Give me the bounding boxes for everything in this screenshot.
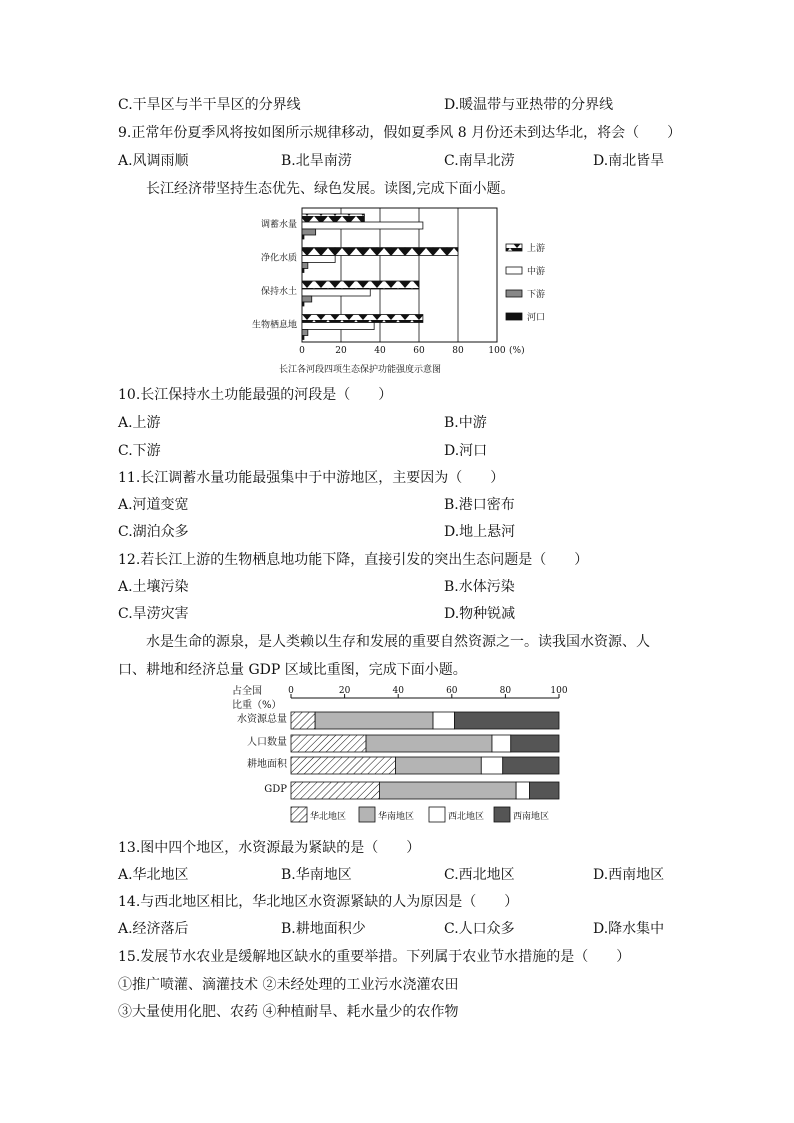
chart2-xtick-label: 40 [392, 686, 404, 696]
q14-option-b: B.耕地面积少 [281, 921, 366, 937]
q10-option-b: B.中游 [444, 415, 487, 431]
chart2-bar-segment [396, 757, 482, 774]
chart1-legend-label: 上游 [527, 244, 546, 254]
q12-stem: 12.若长江上游的生物栖息地功能下降，直接引发的突出生态问题是（ ） [118, 552, 589, 568]
q12-option-a: A.土壤污染 [118, 579, 189, 595]
chart1-category-label: 保持水土 [260, 287, 297, 297]
intro-water-line2: 口、耕地和经济总量 GDP 区域比重图，完成下面小题。 [118, 662, 467, 678]
q14-option-d: D.降水集中 [593, 921, 665, 937]
chart2-category-label: 耕地面积 [247, 759, 287, 770]
chart2-bar-segment [291, 757, 396, 774]
chart1-legend-swatch [506, 267, 522, 274]
chart2-legend-label: 华南地区 [378, 812, 415, 822]
intro-water-line1: 水是生命的源泉，是人类赖以生存和发展的重要自然资源之一。读我国水资源、人 [146, 634, 650, 650]
chart1-bar [302, 222, 423, 229]
chart1-bar [302, 289, 370, 296]
chart1-bar [302, 330, 308, 336]
chart2-legend-label: 西南地区 [513, 812, 550, 822]
q9-stem: 9.正常年份夏季风将按如图所示规律移动，假如夏季风 8 月份还未到达华北，将会（ ） [118, 125, 682, 141]
chart-yangtze [230, 200, 570, 380]
q13-option-c: C.西北地区 [444, 867, 515, 883]
q11-option-b: B.港口密布 [444, 497, 515, 513]
chart2-bar-segment [291, 735, 366, 752]
chart2-bar-segment [492, 735, 511, 752]
q10-option-a: A.上游 [118, 415, 161, 431]
q13-option-a: A.华北地区 [118, 867, 189, 883]
chart1-bar [302, 214, 364, 222]
chart2-bar-segment [291, 712, 315, 729]
chart1-xtick-label: 20 [335, 346, 347, 356]
chart1-bar [302, 315, 423, 323]
chart1-bar [302, 235, 304, 239]
chart2-bar-segment [516, 782, 529, 799]
chart1-title: 长江各河段四项生态保护功能强度示意图 [278, 365, 442, 375]
chart1-bar [302, 336, 304, 340]
chart1-unit-label: (%) [509, 346, 525, 356]
q14-option-c: C.人口众多 [444, 921, 515, 937]
q15-statement-1-2: ①推广喷灌、滴灌技术 ②未经处理的工业污水浇灌农田 [118, 977, 459, 993]
chart2-bar-segment [454, 712, 559, 729]
q11-option-c: C.湖泊众多 [118, 524, 189, 540]
chart2-bar-segment [315, 712, 433, 729]
q13-stem: 13.图中四个地区，水资源最为紧缺的是（ ） [118, 840, 421, 856]
chart2-xtick-label: 0 [288, 686, 294, 696]
q14-stem: 14.与西北地区相比，华北地区水资源紧缺的人为原因是（ ） [118, 894, 519, 910]
q9-option-b: B.北旱南涝 [281, 153, 352, 169]
chart2-legend-swatch [291, 807, 307, 822]
chart2-category-label: 水资源总量 [237, 714, 287, 725]
chart1-legend-swatch [506, 244, 522, 251]
chart2-ylabel-1: 占全国 [232, 686, 262, 697]
q9-option-d: D.南北皆旱 [593, 153, 665, 169]
chart1-bar [302, 248, 458, 256]
chart2-bar-segment [503, 757, 559, 774]
q12-option-b: B.水体污染 [444, 579, 515, 595]
q15-stem: 15.发展节水农业是缓解地区缺水的重要举措。下列属于农业节水措施的是（ ） [118, 949, 631, 965]
chart1-bar [302, 302, 304, 306]
q9-option-c: C.南旱北涝 [444, 153, 515, 169]
chart2-xtick-label: 60 [446, 686, 458, 696]
chart1-category-label: 净化水质 [260, 253, 297, 264]
intro-yangtze: 长江经济带坚持生态优先、绿色发展。读图,完成下面小题。 [146, 181, 515, 197]
chart1-bar [302, 281, 419, 289]
chart1-bar [302, 256, 335, 263]
chart1-xtick-label: 80 [452, 346, 464, 356]
chart2-category-label: 人口数量 [247, 737, 287, 748]
q9-option-a: A.风调雨顺 [118, 153, 189, 169]
chart2-bar-segment [481, 757, 502, 774]
chart2-bar-segment [366, 735, 492, 752]
chart2-bar-segment [379, 782, 516, 799]
chart2-ylabel-2: 比重（%） [232, 700, 282, 711]
q10-stem: 10.长江保持水土功能最强的河段是（ ） [118, 387, 393, 403]
chart1-legend-swatch [506, 313, 522, 320]
chart2-bar-segment [530, 782, 559, 799]
chart1-legend-label: 下游 [527, 290, 546, 300]
chart1-bar [302, 269, 304, 273]
chart1-bar [302, 229, 316, 235]
q8-option-c: C.干旱区与半干旱区的分界线 [118, 97, 301, 113]
chart2-bar-segment [433, 712, 454, 729]
chart2-bar-segment [291, 782, 379, 799]
chart1-category-label: 生物栖息地 [251, 320, 297, 331]
chart2-legend-label: 华北地区 [310, 812, 347, 822]
chart1-xtick-label: 40 [374, 346, 386, 356]
chart1-legend-label: 中游 [527, 267, 546, 277]
chart-water-regions [224, 684, 570, 830]
q15-statement-3-4: ③大量使用化肥、农药 ④种植耐旱、耗水量少的农作物 [118, 1004, 459, 1020]
chart1-category-label: 调蓄水量 [260, 220, 297, 230]
q11-stem: 11.长江调蓄水量功能最强集中于中游地区，主要因为（ ） [118, 470, 505, 486]
q14-option-a: A.经济落后 [118, 921, 189, 937]
chart2-category-label: GDP [264, 784, 287, 795]
chart1-legend-swatch [506, 290, 522, 297]
q11-option-a: A.河道变宽 [118, 497, 189, 513]
q10-option-c: C.下游 [118, 443, 161, 459]
chart2-legend-label: 西北地区 [448, 812, 485, 822]
chart2-xtick-label: 20 [338, 686, 351, 696]
chart1-bar [302, 263, 308, 269]
chart1-xtick-label: 0 [299, 346, 305, 356]
q13-option-d: D.西南地区 [593, 867, 665, 883]
q12-option-c: C.旱涝灾害 [118, 606, 189, 622]
chart2-xtick-label: 80 [499, 686, 512, 696]
q10-option-d: D.河口 [444, 443, 488, 459]
q12-option-d: D.物种锐减 [444, 606, 516, 622]
chart1-legend-label: 河口 [527, 313, 546, 323]
chart1-bar [302, 323, 374, 330]
q8-option-d: D.暖温带与亚热带的分界线 [444, 97, 614, 113]
chart1-xtick-label: 60 [413, 346, 425, 356]
chart1-bar [302, 296, 312, 302]
chart2-legend-swatch [429, 807, 445, 822]
chart2-legend-swatch [359, 807, 375, 822]
chart2-bar-segment [511, 735, 559, 752]
q13-option-b: B.华南地区 [281, 867, 352, 883]
chart2-legend-swatch [494, 807, 510, 822]
chart1-xtick-label: 100 [488, 346, 506, 356]
chart2-xtick-label: 100 [550, 686, 568, 696]
q11-option-d: D.地上悬河 [444, 524, 516, 540]
